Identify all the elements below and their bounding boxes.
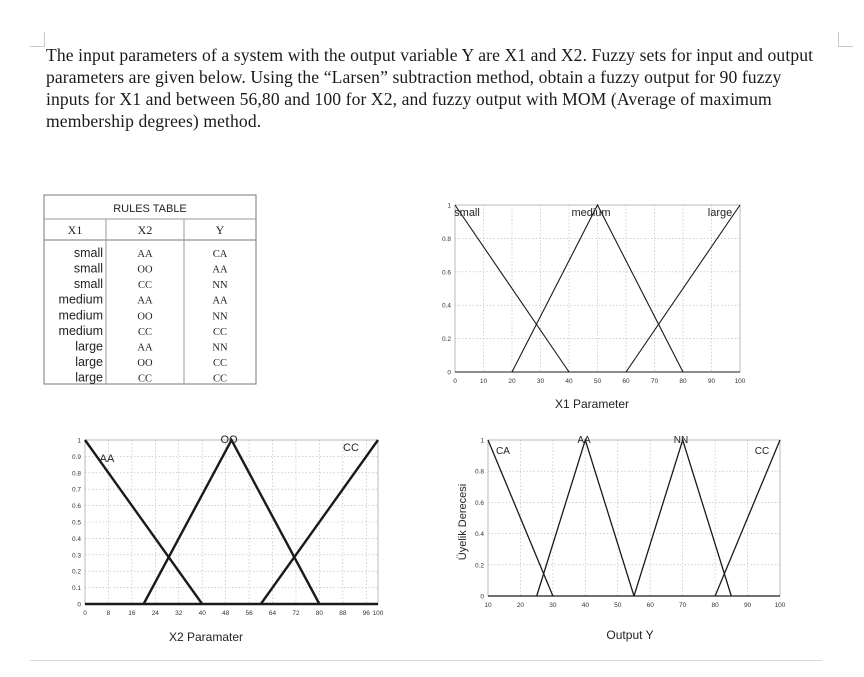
table-cell-x2: AA — [137, 295, 153, 307]
y-tick-label: 0.5 — [71, 519, 81, 527]
x-tick-label: 96 — [362, 610, 370, 617]
series-label-aa: AA — [99, 453, 115, 465]
x-tick-label: 80 — [679, 378, 687, 385]
x-tick-label: 60 — [646, 602, 654, 609]
table-cell-x2: OO — [137, 264, 153, 276]
x-tick-label: 100 — [774, 602, 786, 609]
x-tick-label: 100 — [372, 610, 384, 617]
table-cell-y: CC — [212, 357, 228, 369]
x-axis-title: X2 Paramater — [168, 630, 244, 644]
x-tick-label: 20 — [508, 378, 516, 385]
rules-table — [44, 195, 256, 385]
series-label-cc: CC — [343, 442, 359, 454]
y-tick-label: 0.1 — [71, 585, 81, 593]
table-cell-x2: AA — [137, 249, 153, 261]
table-cell-x1: small — [73, 261, 103, 276]
table-cell-y: CA — [212, 249, 228, 261]
y-tick-label: 0.6 — [71, 503, 81, 511]
table-cell-x2: CC — [137, 280, 153, 292]
x-tick-label: 40 — [565, 378, 573, 385]
series-label-cc: CC — [754, 446, 770, 457]
x-tick-label: 8 — [106, 610, 111, 617]
x-tick-label: 48 — [222, 610, 230, 617]
table-cell-x2: CC — [137, 373, 153, 385]
y-tick-label: 0 — [447, 369, 451, 377]
y-tick-label: 0.8 — [441, 235, 451, 243]
y-tick-label: 0 — [480, 593, 484, 601]
table-cell-x2: OO — [137, 311, 153, 323]
table-cell-x1: large — [75, 339, 103, 354]
x-tick-label: 70 — [679, 602, 687, 609]
y-tick-label: 0.8 — [474, 468, 484, 476]
x-tick-label: 32 — [175, 610, 183, 617]
series-label-aa: AA — [577, 435, 591, 446]
question-text: The input parameters of a system with the output variable Y are X1 and X2. Fuzzy sets for input and output parameters are given below. Using the “Larsen” subtraction method, obtain a fuzzy output for 90 fuzzy inputs for X1 and between 56,80 and 100 for X2, and fuzzy output with MOM (Average of maximum membership degrees) method. — [46, 45, 814, 131]
x-axis-title: Output Y — [606, 628, 654, 642]
y-tick-label: 0.6 — [441, 269, 451, 277]
table-cell-y: AA — [212, 295, 228, 307]
y-tick-label: 0.9 — [71, 453, 81, 461]
x-tick-label: 10 — [484, 602, 492, 609]
series-label-nn: NN — [673, 435, 689, 446]
y-tick-label: 0 — [77, 601, 81, 609]
table-cell-y: AA — [212, 264, 228, 276]
y-tick-label: 1 — [77, 437, 81, 445]
x-tick-label: 88 — [339, 610, 347, 617]
table-cell-x1: large — [75, 370, 103, 385]
table-title: RULES TABLE — [113, 203, 187, 215]
y-tick-label: 0.4 — [441, 302, 451, 310]
table-header-y: Y — [215, 223, 225, 237]
x-tick-label: 20 — [516, 602, 525, 609]
x-tick-label: 10 — [479, 378, 488, 385]
x-tick-label: 80 — [711, 602, 719, 609]
x-tick-label: 0 — [83, 610, 87, 617]
table-cell-x2: AA — [137, 342, 153, 354]
x-tick-label: 64 — [268, 610, 277, 617]
bottom-divider — [30, 660, 822, 661]
table-cell-x1: medium — [58, 308, 103, 323]
y-axis-title: Üyelik Derecesi — [457, 483, 469, 561]
chart-x1-parameter — [442, 203, 746, 412]
y-tick-label: 0.2 — [71, 568, 81, 576]
y-tick-label: 0.8 — [71, 470, 81, 478]
x-tick-label: 30 — [536, 378, 545, 385]
table-cell-y: NN — [212, 342, 228, 354]
x-tick-label: 40 — [198, 610, 206, 617]
table-cell-x1: small — [73, 246, 103, 261]
table-cell-x1: small — [73, 277, 103, 292]
table-cell-x1: large — [75, 354, 103, 369]
y-tick-label: 0.2 — [441, 336, 451, 344]
x-tick-label: 24 — [151, 610, 159, 617]
x-tick-label: 72 — [292, 610, 300, 617]
x-tick-label: 70 — [650, 378, 659, 385]
x-tick-label: 16 — [128, 610, 136, 617]
table-cell-x2: OO — [137, 357, 153, 369]
y-tick-label: 1 — [447, 202, 451, 210]
table-cell-y: NN — [212, 311, 228, 323]
table-cell-x2: CC — [137, 326, 153, 338]
y-tick-label: 0.2 — [474, 562, 484, 570]
table-cell-y: CC — [212, 326, 228, 338]
series-label-small: small — [454, 207, 480, 219]
y-tick-label: 0.7 — [71, 486, 81, 494]
x-tick-label: 60 — [622, 378, 630, 385]
series-label-medium: medium — [571, 207, 611, 219]
table-header-x1: X1 — [67, 223, 83, 237]
table-cell-y: CC — [212, 373, 228, 385]
x-axis-title: X1 Parameter — [554, 397, 630, 411]
x-tick-label: 50 — [614, 602, 622, 609]
x-tick-label: 100 — [734, 378, 746, 385]
series-label-oo: OO — [220, 434, 238, 446]
chart-x2-paramater — [72, 434, 384, 644]
table-cell-x1: medium — [58, 323, 103, 338]
x-tick-label: 80 — [315, 610, 324, 617]
x-tick-label: 90 — [707, 378, 716, 385]
y-tick-label: 0.4 — [474, 531, 484, 539]
x-tick-label: 0 — [453, 378, 457, 385]
y-tick-label: 0.6 — [474, 499, 484, 507]
table-header-x2: X2 — [137, 223, 153, 237]
series-label-large: large — [707, 207, 733, 219]
x-tick-label: 30 — [549, 602, 557, 609]
y-tick-label: 0.3 — [71, 552, 81, 560]
chart-output-y — [457, 435, 786, 642]
x-tick-label: 50 — [593, 378, 602, 385]
x-tick-label: 56 — [245, 610, 253, 617]
x-tick-label: 90 — [743, 602, 752, 609]
table-cell-x1: medium — [58, 292, 103, 307]
plot-frame — [488, 440, 780, 596]
table-cell-y: NN — [212, 280, 228, 292]
x-tick-label: 40 — [581, 602, 589, 609]
y-tick-label: 1 — [480, 437, 484, 445]
series-label-ca: CA — [496, 446, 510, 457]
y-tick-label: 0.4 — [71, 535, 81, 543]
